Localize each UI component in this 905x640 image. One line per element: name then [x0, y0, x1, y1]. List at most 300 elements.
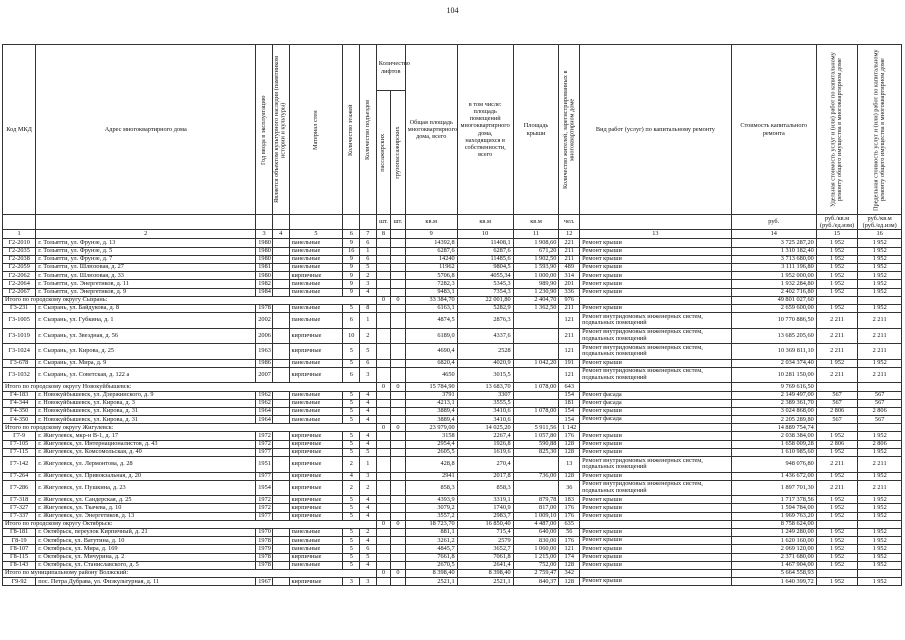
cell-work: Ремонт внутридомовых инженерных систем, подвальных помещений	[580, 313, 732, 329]
table-row	[3, 512, 902, 520]
unit-area9: кв.м	[405, 215, 457, 230]
cell-u15: 1 952	[816, 255, 858, 263]
cell-cost: 1 640 399,72	[731, 578, 816, 586]
cell-a9: 881,1	[405, 528, 457, 536]
cell-her	[272, 496, 289, 504]
cell-u16: 2 211	[858, 480, 902, 496]
cell-wall: кирпичные	[289, 472, 343, 480]
cell-wall: кирпичные	[289, 480, 343, 496]
cell-a10: 7354,3	[457, 288, 513, 296]
cell-la	[376, 416, 391, 424]
cell-a9: 4393,9	[405, 496, 457, 504]
table-row	[3, 239, 902, 247]
cell-code: Г7-115	[3, 448, 36, 456]
cell-a11: 1 908,60	[513, 239, 559, 247]
cell-lb	[391, 440, 406, 448]
subtotal-cell-la: 0	[376, 569, 391, 577]
cell-wall: кирпичные	[289, 512, 343, 520]
cell-wall: кирпичные	[289, 504, 343, 512]
header-wall-material: Материал стен	[289, 45, 343, 215]
cell-ent: 4	[360, 504, 377, 512]
cell-addr: пос. Петра Дубрава, ул. Физкультурная, д. 11	[36, 578, 256, 586]
cell-a10: 4337,6	[457, 328, 513, 344]
cell-a9: 3889,4	[405, 416, 457, 424]
cell-work: Ремонт крыши	[580, 578, 732, 586]
cell-u16: 2 211	[858, 367, 902, 383]
cell-a11	[513, 313, 559, 329]
subtotal-cell-a10: 14 025,20	[457, 424, 513, 432]
unit-residents: чел.	[559, 215, 580, 230]
cell-a10: 11485,6	[457, 255, 513, 263]
cell-u16: 567	[858, 399, 902, 407]
cell-u15: 1 952	[816, 472, 858, 480]
cell-u16: 1 952	[858, 512, 902, 520]
cell-a10: 3652,7	[457, 545, 513, 553]
subtotal-cell-res: 1 142	[559, 424, 580, 432]
column-number: 13	[580, 230, 732, 239]
cell-cost: 1 952 000,00	[731, 272, 816, 280]
cell-code: Г8-107	[3, 545, 36, 553]
cell-a9: 7661,8	[405, 553, 457, 561]
cell-addr: г. Тольятти, ул. Шлюзовая, д. 27	[36, 264, 256, 272]
cell-a10: 3410,6	[457, 407, 513, 415]
column-number	[391, 230, 406, 239]
subtotal-cell-work	[580, 296, 732, 304]
cell-res: 176	[559, 512, 580, 520]
cell-lb	[391, 432, 406, 440]
cell-lb	[391, 457, 406, 473]
cell-cost: 3 713 680,00	[731, 255, 816, 263]
cell-year: 1963	[256, 344, 273, 360]
cell-fl: 9	[343, 255, 360, 263]
cell-code: Г8-115	[3, 553, 36, 561]
cell-a11: 1 230,90	[513, 288, 559, 296]
cell-her	[272, 288, 289, 296]
cell-year: 1978	[256, 537, 273, 545]
cell-addr: г. Сызрань, ул. Губкина, д. 1	[36, 313, 256, 329]
cell-u16: 1 952	[858, 537, 902, 545]
cell-ent: 1	[360, 313, 377, 329]
cell-addr: г. Октябрьск, ул. Мичурина, д. 2	[36, 553, 256, 561]
cell-wall: кирпичные	[289, 457, 343, 473]
cell-u15: 1 952	[816, 537, 858, 545]
cell-lb	[391, 255, 406, 263]
cell-la	[376, 578, 391, 586]
cell-res: 121	[559, 545, 580, 553]
cell-u15: 2 806	[816, 440, 858, 448]
cell-cost: 10 770 886,50	[731, 313, 816, 329]
cell-ent: 3	[360, 578, 377, 586]
subtotal-cell-u16	[858, 383, 902, 391]
cell-u15: 1 952	[816, 432, 858, 440]
subtotal-cell-lb: 0	[391, 569, 406, 577]
cell-a9: 3557,2	[405, 512, 457, 520]
subtotal-cell-la: 0	[376, 424, 391, 432]
cell-la	[376, 553, 391, 561]
cell-a10: 2521,1	[457, 578, 513, 586]
cell-ent: 2	[360, 480, 377, 496]
cell-wall: кирпичные	[289, 367, 343, 383]
unit-cell	[3, 215, 36, 230]
subtotal-cell-u15	[816, 520, 858, 528]
cell-cost: 1 897 701,30	[731, 480, 816, 496]
cell-a11	[513, 328, 559, 344]
cell-addr: г. Жигулевск, ул. Интернационалистов, д. 43	[36, 440, 256, 448]
cell-a10: 4055,34	[457, 272, 513, 280]
cell-her	[272, 313, 289, 329]
cell-cost: 1 310 182,40	[731, 247, 816, 255]
cell-u15: 2 211	[816, 480, 858, 496]
cell-u16: 2 211	[858, 344, 902, 360]
cell-cost: 3 725 287,20	[731, 239, 816, 247]
cell-lb	[391, 512, 406, 520]
cell-her	[272, 561, 289, 569]
cell-code: Г4-344	[3, 399, 36, 407]
cell-a11: 989,90	[513, 280, 559, 288]
cell-addr: г. Сызрань, ул. Советская, д. 122 а	[36, 367, 256, 383]
cell-a10: 1619,6	[457, 448, 513, 456]
cell-u15: 1 952	[816, 239, 858, 247]
cell-cost: 2 659 600,00	[731, 304, 816, 312]
cell-fl: 5	[343, 407, 360, 415]
cell-year: 1978	[256, 553, 273, 561]
cell-code: Г4-350	[3, 416, 36, 424]
table-row	[3, 416, 902, 424]
cell-work: Ремонт фасада	[580, 416, 732, 424]
cell-a9: 3889,4	[405, 407, 457, 415]
subtotal-label: Итого по городскому округу Сызрань:	[3, 296, 377, 304]
table-row	[3, 367, 902, 383]
cell-cost: 2 205 289,80	[731, 416, 816, 424]
cell-year: 1962	[256, 391, 273, 399]
cell-u16: 2 211	[858, 328, 902, 344]
cell-a9: 2605,5	[405, 448, 457, 456]
cell-ent: 5	[360, 553, 377, 561]
cell-fl: 16	[343, 247, 360, 255]
cell-her	[272, 578, 289, 586]
cell-work: Ремонт крыши	[580, 255, 732, 263]
cell-addr: г. Жигулевск, ул. Привокзальная, д. 20	[36, 472, 256, 480]
cell-addr: г. Новокуйбышевск, ул. Кирова, д. 31	[36, 407, 256, 415]
cell-addr: г. Октябрьск, переулок Кирпичный, д. 21	[36, 528, 256, 536]
cell-a9: 428,8	[405, 457, 457, 473]
subtotal-row	[3, 569, 902, 577]
cell-cost: 3 111 196,80	[731, 264, 816, 272]
cell-wall: кирпичные	[289, 344, 343, 360]
cell-code: Г8-181	[3, 528, 36, 536]
cell-la	[376, 432, 391, 440]
cell-la	[376, 480, 391, 496]
unit-cell	[272, 215, 289, 230]
unit-cost: руб.	[731, 215, 816, 230]
cell-la	[376, 255, 391, 263]
table-row	[3, 448, 902, 456]
cell-ent: 4	[360, 407, 377, 415]
cell-code: Г8-19	[3, 537, 36, 545]
cell-res: 176	[559, 432, 580, 440]
cell-code: Г7-327	[3, 504, 36, 512]
cell-addr: г. Тольятти, ул. Фрунзе, д. 5	[36, 247, 256, 255]
cell-cost: 13 685 205,60	[731, 328, 816, 344]
cell-u15: 2 211	[816, 367, 858, 383]
subtotal-cell-u16	[858, 424, 902, 432]
subtotal-cell-a11: 2 404,70	[513, 296, 559, 304]
cell-u15: 567	[816, 399, 858, 407]
subtotal-cell-lb: 0	[391, 296, 406, 304]
cell-year: 1982	[256, 280, 273, 288]
cell-u16: 1 952	[858, 472, 902, 480]
cell-lb	[391, 448, 406, 456]
cell-u16: 567	[858, 391, 902, 399]
cell-work: Ремонт крыши	[580, 504, 732, 512]
cell-a9: 6189,0	[405, 328, 457, 344]
cell-year: 1977	[256, 512, 273, 520]
cell-la	[376, 512, 391, 520]
cell-wall: кирпичные	[289, 272, 343, 280]
cell-work: Ремонт крыши	[580, 561, 732, 569]
cell-la	[376, 440, 391, 448]
cell-fl: 3	[343, 578, 360, 586]
subtotal-cell-la: 0	[376, 520, 391, 528]
subtotal-cell-a10: 13 683,70	[457, 383, 513, 391]
cell-ent: 5	[360, 448, 377, 456]
cell-a11: 840,37	[513, 578, 559, 586]
cell-a10: 2579	[457, 537, 513, 545]
table-row	[3, 255, 902, 263]
cell-res: 201	[559, 280, 580, 288]
subtotal-label: Итого по муниципальному району Волжский:	[3, 569, 377, 577]
cell-code: Г7-105	[3, 440, 36, 448]
cell-ent: 1	[360, 457, 377, 473]
cell-u16: 1 952	[858, 359, 902, 367]
cell-a10: 5282,9	[457, 304, 513, 312]
cell-work: Ремонт крыши	[580, 448, 732, 456]
cell-a11: 1 902,50	[513, 255, 559, 263]
cell-res: 121	[559, 313, 580, 329]
cell-wall: панельные	[289, 239, 343, 247]
cell-res: 191	[559, 359, 580, 367]
cell-code: Г2-2038	[3, 255, 36, 263]
cell-fl: 5	[343, 448, 360, 456]
cell-u16: 1 952	[858, 578, 902, 586]
cell-her	[272, 247, 289, 255]
cell-cost: 1 467 904,00	[731, 561, 816, 569]
subtotal-label: Итого по городскому округу Новокуйбышевск:	[3, 383, 377, 391]
cell-a9: 6287,6	[405, 247, 457, 255]
cell-a10: 3015,5	[457, 367, 513, 383]
header-row	[3, 45, 902, 91]
cell-her	[272, 504, 289, 512]
cell-res: 221	[559, 239, 580, 247]
cell-a9: 5706,8	[405, 272, 457, 280]
column-number: 9	[405, 230, 457, 239]
cell-la	[376, 561, 391, 569]
table-body	[3, 239, 902, 586]
cell-her	[272, 480, 289, 496]
cell-code: Г3-1032	[3, 367, 36, 383]
cell-year: 1980	[256, 272, 273, 280]
cell-a10: 2641,4	[457, 561, 513, 569]
cell-code: Г7-264	[3, 472, 36, 480]
subtotal-row	[3, 520, 902, 528]
cell-a11: 879,78	[513, 496, 559, 504]
cell-u16: 2 806	[858, 440, 902, 448]
subtotal-cell-res: 976	[559, 296, 580, 304]
unit-cell	[360, 215, 377, 230]
subtotal-cell-work	[580, 424, 732, 432]
subtotal-cell-u16	[858, 569, 902, 577]
cell-a11	[513, 416, 559, 424]
cell-a10: 2017,8	[457, 472, 513, 480]
cell-addr: г. Сызрань, ул. Звездная, д. 56	[36, 328, 256, 344]
cell-year: 1962	[256, 399, 273, 407]
cell-la	[376, 545, 391, 553]
cell-lb	[391, 391, 406, 399]
cell-lb	[391, 304, 406, 312]
cell-her	[272, 272, 289, 280]
cell-year: 1964	[256, 416, 273, 424]
column-number: 7	[360, 230, 377, 239]
subtotal-label: Итого по городскому округу Октябрьск:	[3, 520, 377, 528]
subtotal-row	[3, 383, 902, 391]
cell-year: 1967	[256, 578, 273, 586]
cell-addr: г. Октябрьск, ул. Мира, д. 169	[36, 545, 256, 553]
capital-repair-table	[2, 44, 902, 586]
cell-addr: г. Тольятти, ул. Энергетиков, д. 9	[36, 288, 256, 296]
cell-res: 56	[559, 528, 580, 536]
cell-a9: 4874,5	[405, 313, 457, 329]
cell-year: 1972	[256, 432, 273, 440]
cell-addr: г. Жигулевск, ул. Ткачева, д. 10	[36, 504, 256, 512]
table-row	[3, 537, 902, 545]
subtotal-cell-u15	[816, 569, 858, 577]
cell-fl: 9	[343, 288, 360, 296]
subtotal-cell-u16	[858, 296, 902, 304]
header-year: Год ввода в эксплуатацию	[256, 45, 273, 215]
cell-code: Г3-1024	[3, 344, 36, 360]
cell-code: Г3-678	[3, 359, 36, 367]
cell-la	[376, 496, 391, 504]
cell-la	[376, 288, 391, 296]
header-roof-area: Площадь крыши	[513, 45, 559, 215]
column-number: 8	[376, 230, 391, 239]
cell-res: 176	[559, 537, 580, 545]
cell-year: 1972	[256, 504, 273, 512]
unit-cell	[36, 215, 256, 230]
cell-cost: 2 034 374,40	[731, 359, 816, 367]
header-max-unit-cost: Предельная стоимость услуг и (или) работ по капитальному ремонту общего имущества в многоквартирном доме	[858, 45, 902, 215]
cell-her	[272, 448, 289, 456]
subtotal-cell-work	[580, 383, 732, 391]
cell-la	[376, 264, 391, 272]
cell-year: 1984	[256, 288, 273, 296]
table-row	[3, 280, 902, 288]
cell-a10: 715,4	[457, 528, 513, 536]
cell-fl: 5	[343, 561, 360, 569]
cell-fl: 5	[343, 553, 360, 561]
cell-her	[272, 512, 289, 520]
cell-la	[376, 399, 391, 407]
table-row	[3, 264, 902, 272]
cell-ent: 2	[360, 528, 377, 536]
cell-work: Ремонт крыши	[580, 537, 732, 545]
cell-wall: кирпичные	[289, 432, 343, 440]
cell-ent: 4	[360, 391, 377, 399]
cell-la	[376, 504, 391, 512]
cell-a11: 830,00	[513, 537, 559, 545]
cell-lb	[391, 561, 406, 569]
cell-cost: 2 038 384,00	[731, 432, 816, 440]
cell-wall: панельные	[289, 399, 343, 407]
subtotal-row	[3, 424, 902, 432]
cell-addr: г. Сызрань, ул. Мира, д. 9	[36, 359, 256, 367]
cell-her	[272, 432, 289, 440]
cell-year: 1986	[256, 359, 273, 367]
cell-ent: 3	[360, 280, 377, 288]
cell-ent: 4	[360, 537, 377, 545]
cell-wall: панельные	[289, 391, 343, 399]
cell-year: 1972	[256, 440, 273, 448]
cell-wall: кирпичные	[289, 448, 343, 456]
cell-a9: 3158	[405, 432, 457, 440]
subtotal-cell-a11: 5 911,56	[513, 424, 559, 432]
cell-her	[272, 367, 289, 383]
cell-fl: 5	[343, 440, 360, 448]
cell-code: Г9-92	[3, 578, 36, 586]
cell-year: 1951	[256, 457, 273, 473]
cell-work: Ремонт внутридомовых инженерных систем, подвальных помещений	[580, 367, 732, 383]
cell-fl: 5	[343, 504, 360, 512]
cell-la	[376, 391, 391, 399]
cell-u15: 1 952	[816, 553, 858, 561]
page-number: 104	[446, 6, 459, 15]
cell-fl: 5	[343, 512, 360, 520]
cell-her	[272, 328, 289, 344]
cell-lb	[391, 367, 406, 383]
cell-year: 1981	[256, 264, 273, 272]
cell-a10: 11408,1	[457, 239, 513, 247]
cell-work: Ремонт крыши	[580, 280, 732, 288]
cell-la	[376, 359, 391, 367]
unit-cell	[580, 215, 732, 230]
cell-a9: 858,3	[405, 480, 457, 496]
cell-u15: 1 952	[816, 304, 858, 312]
cell-cost: 2 149 497,00	[731, 391, 816, 399]
cell-a9: 2521,1	[405, 578, 457, 586]
subtotal-cell-lb: 0	[391, 520, 406, 528]
cell-code: Г2-2064	[3, 280, 36, 288]
cell-ent: 3	[360, 472, 377, 480]
table-row	[3, 391, 902, 399]
table-row	[3, 359, 902, 367]
subtotal-cell-a9: 8 398,40	[405, 569, 457, 577]
table-row	[3, 440, 902, 448]
cell-work: Ремонт крыши	[580, 247, 732, 255]
cell-lb	[391, 280, 406, 288]
cell-work: Ремонт крыши	[580, 432, 732, 440]
table-row	[3, 399, 902, 407]
cell-u16: 2 211	[858, 313, 902, 329]
cell-a10: 2983,7	[457, 512, 513, 520]
cell-work: Ремонт крыши	[580, 264, 732, 272]
cell-a11	[513, 399, 559, 407]
cell-a9: 2670,5	[405, 561, 457, 569]
cell-wall: кирпичные	[289, 578, 343, 586]
cell-a10: 9804,5	[457, 264, 513, 272]
cell-a10: 1926,8	[457, 440, 513, 448]
cell-ent: 6	[360, 359, 377, 367]
cell-ent: 4	[360, 399, 377, 407]
